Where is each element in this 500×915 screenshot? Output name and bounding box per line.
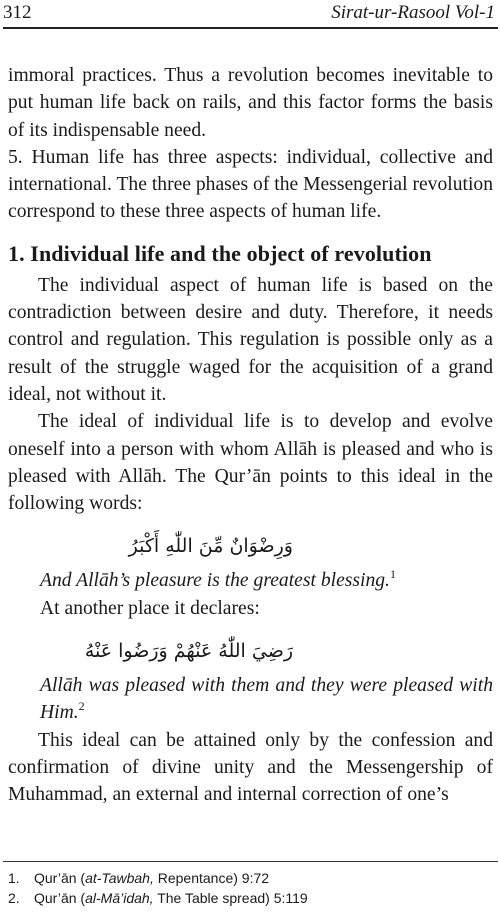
- book-title: Sirat-ur-Rasool Vol-1: [331, 2, 495, 23]
- footnote-suffix: Repentance) 9:72: [153, 870, 270, 886]
- paragraph-attainment: This ideal can be attained only by the confession and confirmation of divine unity and the Messengership of Muhammad, an external and internal correction of one’s: [8, 729, 493, 806]
- footnote-item: [8, 888, 492, 908]
- running-head: [3, 0, 497, 30]
- footnote-source: al-Mā’idah,: [85, 890, 154, 906]
- footnote-rule: [3, 861, 498, 862]
- page-number: 312: [3, 2, 32, 23]
- arabic-verse-2: رَضِيَ اللّٰهُ عَنْهُمْ وَرَضُوا عَنْهُ: [84, 640, 293, 663]
- footnote-number: 1.: [8, 870, 20, 886]
- arabic-verse-1: وَرِضْوَانٌ مِّنَ اللّٰهِ أَكْبَرُ: [128, 535, 293, 558]
- footnotes: [8, 868, 492, 908]
- paragraph-point-5: 5. Human life has three aspects: individual, collective and international. The three phases of the Messengerial revolution correspond to these three aspects of human life.: [8, 146, 493, 223]
- footnote-ref-2: 2: [78, 699, 85, 714]
- paragraph-individual-aspect: The individual aspect of human life is based on the contradiction between desire and duty. Therefore, it needs control and regulation. This regulation is possible only as a result of the struggle waged for the acquisition of a grand ideal, not without it.: [8, 274, 493, 405]
- quote-text-1: And Allāh’s pleasure is the greatest blessing.: [40, 570, 390, 592]
- footnote-source: at-Tawbah,: [85, 870, 154, 886]
- quote-text-2: Allāh was pleased with them and they were pleased with Him.: [40, 675, 493, 724]
- quote-translation-1: [8, 567, 493, 594]
- footnote-ref-1: 1: [389, 567, 396, 582]
- paragraph-ideal: The ideal of individual life is to develop and evolve oneself into a person with whom Allāh is pleased and who is pleased with Allāh. The Qur’ān points to this ideal in the following words:: [8, 411, 493, 515]
- quote-translation-2: [8, 672, 493, 727]
- footnote-suffix: The Table spread) 5:119: [153, 890, 308, 906]
- paragraph-another-place: At another place it declares:: [40, 597, 260, 619]
- paragraph-continued: immoral practices. Thus a revolution becomes inevitable to put human life back on rails, and this factor forms the basis of its indispensable need.: [8, 65, 493, 141]
- footnote-prefix: Qur’ān (: [34, 890, 86, 906]
- body-text: [8, 62, 493, 809]
- footnote-prefix: Qur’ān (: [34, 870, 86, 886]
- header-rule: [3, 27, 498, 29]
- footnote-item: [8, 868, 492, 888]
- section-heading: 1. Individual life and the object of revolution: [8, 240, 432, 266]
- footnote-number: 2.: [8, 890, 20, 906]
